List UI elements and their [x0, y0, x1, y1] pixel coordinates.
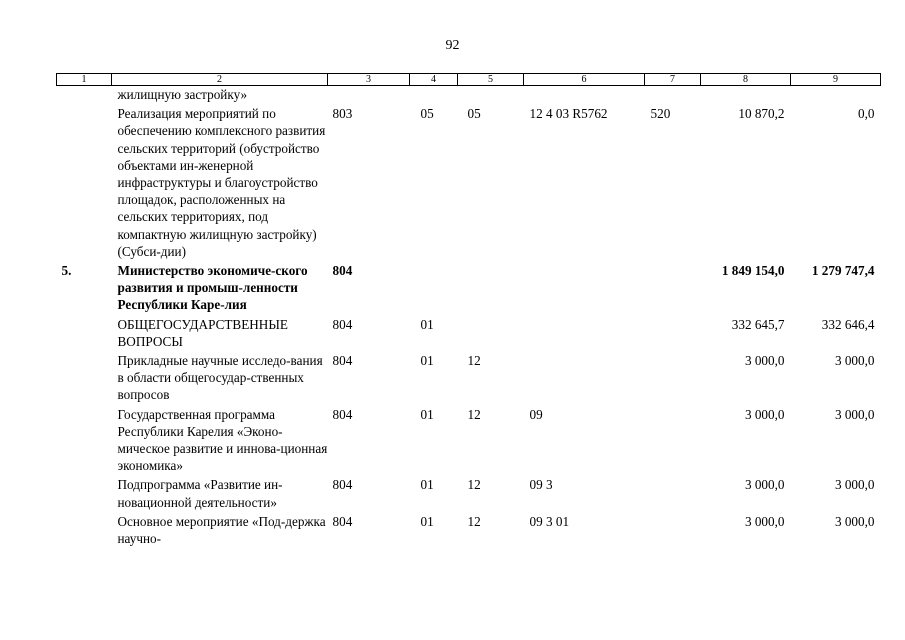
code-section: 01: [420, 513, 434, 529]
code-subsection: [458, 86, 524, 104]
amount-col-8: 3 000,0: [744, 513, 785, 529]
row-name: жилищную застройку»: [117, 87, 248, 102]
table-row: [57, 260, 881, 314]
amount-col-9: 332 646,4: [821, 316, 875, 332]
code-target-article: [524, 86, 645, 104]
row-number: [57, 103, 112, 260]
amount-col-8: 10 870,2: [738, 106, 785, 122]
code-target-article: 09 3 01: [529, 513, 570, 529]
amount-col-8: 3 000,0: [744, 477, 785, 493]
table-header: [57, 74, 881, 86]
header-col-3: 3: [328, 74, 410, 86]
code-ministry: 804: [332, 477, 353, 493]
table-row: [57, 350, 881, 404]
table-body: [57, 86, 881, 548]
row-name: Реализация мероприятий по обеспечению комплексного развития сельских территорий (обустройство объектами ин-женерной инфраструктуры и благоустройство площадок, расположенных на сельских территориях, под компактную жилищную застройку) (Субси-дии): [117, 106, 326, 259]
code-section: 01: [420, 477, 434, 493]
row-number: 5.: [61, 263, 72, 279]
code-ministry: 804: [332, 263, 353, 279]
amount-col-9: 3 000,0: [834, 406, 875, 422]
code-target-article: [524, 350, 645, 404]
amount-col-8: [701, 86, 791, 104]
amount-col-9: [791, 86, 881, 104]
code-target-article: 09: [529, 406, 543, 422]
code-subsection: [458, 314, 524, 350]
page-number: 92: [445, 38, 460, 53]
header-col-4: 4: [410, 74, 458, 86]
row-name: Подпрограмма «Развитие ин-новационной деятельности»: [117, 477, 283, 510]
code-target-article: [524, 260, 645, 314]
header-col-1: 1: [57, 74, 112, 86]
row-name: Основное мероприятие «Под-держка научно-: [117, 513, 326, 547]
code-subsection: 12: [467, 353, 481, 369]
amount-col-9: 3 000,0: [834, 353, 875, 369]
amount-col-8: 332 645,7: [731, 316, 785, 332]
code-expense-type: [645, 474, 701, 510]
code-target-article: [524, 314, 645, 350]
row-name: Прикладные научные исследо-вания в области общегосудар-ственных вопросов: [117, 353, 323, 403]
header-col-6: 6: [524, 74, 645, 86]
code-subsection: 12: [467, 513, 481, 529]
code-ministry: [328, 86, 410, 104]
row-name: ОБЩЕГОСУДАРСТВЕННЫЕ ВОПРОСЫ: [117, 316, 288, 349]
code-expense-type: [645, 260, 701, 314]
code-subsection: [458, 260, 524, 314]
code-expense-type: [645, 404, 701, 475]
code-section: [410, 86, 458, 104]
code-ministry: 804: [332, 406, 353, 422]
code-ministry: 803: [332, 106, 353, 122]
code-ministry: 804: [332, 353, 353, 369]
row-number: [57, 511, 112, 547]
code-expense-type: [645, 86, 701, 104]
header-col-2: 2: [112, 74, 328, 86]
amount-col-8: 3 000,0: [744, 406, 785, 422]
row-number: [57, 314, 112, 350]
code-ministry: 804: [332, 316, 353, 332]
code-section: 01: [420, 353, 434, 369]
amount-col-9: 0,0: [858, 106, 875, 122]
header-col-5: 5: [458, 74, 524, 86]
row-number: [57, 474, 112, 510]
table-row: [57, 314, 881, 350]
amount-col-9: 3 000,0: [834, 477, 875, 493]
row-name: Министерство экономиче-ского развития и промыш-ленности Республики Каре-лия: [117, 263, 308, 313]
row-number: [57, 404, 112, 475]
table-row: [57, 474, 881, 510]
table-row: [57, 404, 881, 475]
amount-col-8: 1 849 154,0: [721, 263, 785, 279]
code-expense-type: [645, 350, 701, 404]
amount-col-8: 3 000,0: [744, 353, 785, 369]
code-target-article: 09 3: [529, 477, 553, 493]
code-section: 05: [420, 106, 434, 122]
header-col-9: 9: [791, 74, 881, 86]
code-expense-type: 520: [650, 106, 671, 122]
amount-col-9: 1 279 747,4: [811, 263, 875, 279]
code-section: [410, 260, 458, 314]
header-col-8: 8: [701, 74, 791, 86]
code-expense-type: [645, 314, 701, 350]
code-expense-type: [645, 511, 701, 547]
code-section: 01: [420, 316, 434, 332]
header-col-7: 7: [645, 74, 701, 86]
amount-col-9: 3 000,0: [834, 513, 875, 529]
code-subsection: 05: [467, 106, 481, 122]
code-section: 01: [420, 406, 434, 422]
code-ministry: 804: [332, 513, 353, 529]
budget-table: [56, 73, 881, 547]
code-subsection: 12: [467, 477, 481, 493]
code-subsection: 12: [467, 406, 481, 422]
header-row: [57, 74, 881, 86]
code-target-article: 12 4 03 R5762: [529, 106, 608, 122]
row-number: [57, 350, 112, 404]
table-row: [57, 86, 881, 104]
table-row: [57, 103, 881, 260]
row-number: [57, 86, 112, 104]
table-row: [57, 511, 881, 547]
row-name: Государственная программа Республики Карелия «Эконо-мическое развитие и иннова-ционная экономика»: [117, 406, 328, 474]
